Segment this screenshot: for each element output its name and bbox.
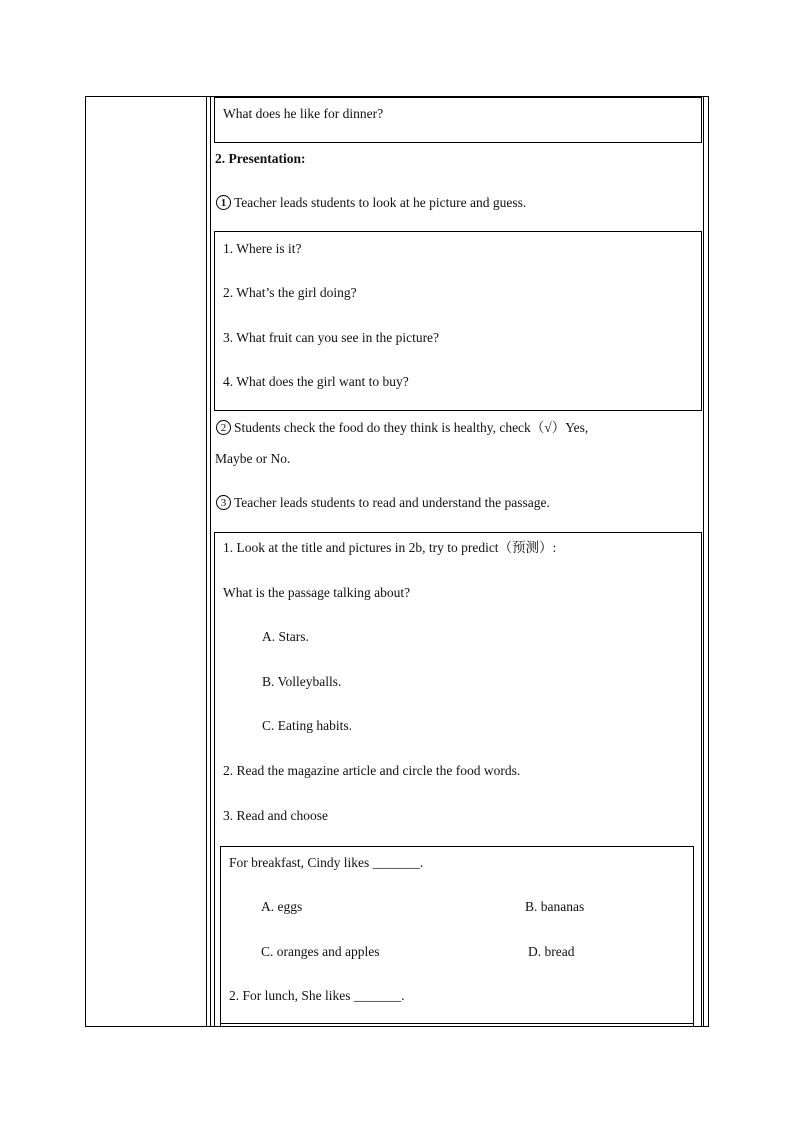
choose-option-b: B. bananas — [525, 899, 585, 914]
reading-item-2: 2. Read the magazine article and circle the food words. — [223, 763, 521, 778]
step2-text: Students check the food do they think is healthy, check（√）Yes, — [234, 420, 589, 435]
reading-box-top — [214, 532, 702, 533]
choose-question-1: For breakfast, Cindy likes _______. — [229, 855, 424, 870]
step3-text: Teacher leads students to read and understand the passage. — [234, 495, 550, 510]
step2-text-continued: Maybe or No. — [215, 451, 291, 466]
guess-question: 1. Where is it? — [223, 241, 302, 256]
choose-option-d: D. bread — [528, 944, 575, 959]
table-left-border — [85, 96, 86, 1027]
choose-option-a: A. eggs — [261, 899, 303, 914]
table-column-divider-a — [206, 96, 207, 1027]
choose-box-top — [220, 846, 694, 847]
table-right-border-inner — [703, 96, 704, 1027]
table-bottom-border — [85, 1026, 709, 1027]
step1-text: Teacher leads students to look at he picture and guess. — [234, 195, 527, 210]
choose-question-2: 2. For lunch, She likes _______. — [229, 988, 405, 1003]
option-a: A. Stars. — [262, 629, 309, 644]
table-column-divider-b — [210, 96, 211, 1027]
guess-question: 2. What’s the girl doing? — [223, 285, 357, 300]
intro-question: What does he like for dinner? — [223, 106, 384, 121]
step3-number-marker: 3 — [216, 495, 231, 510]
choose-box-right — [693, 846, 694, 1026]
guess-question: 3. What fruit can you see in the picture? — [223, 330, 440, 345]
step2-number-marker: 2 — [216, 420, 231, 435]
choose-option-c: C. oranges and apples — [261, 944, 380, 959]
guess-question: 4. What does the girl want to buy? — [223, 374, 409, 389]
option-c: C. Eating habits. — [262, 718, 352, 733]
choose-box-left — [220, 846, 221, 1026]
step3-line — [216, 495, 550, 511]
option-b: B. Volleyballs. — [262, 674, 342, 689]
reading-box-left — [214, 532, 215, 1027]
step1-number-marker: 1 — [216, 195, 231, 210]
table-right-border — [708, 96, 709, 1027]
reading-box-right — [701, 532, 702, 1027]
reading-question: What is the passage talking about? — [223, 585, 411, 600]
presentation-heading: 2. Presentation: — [215, 151, 306, 166]
step2-line — [216, 420, 588, 436]
step1-line — [216, 195, 526, 211]
choose-box-bottom — [220, 1023, 694, 1024]
reading-item-1: 1. Look at the title and pictures in 2b, try to predict（预测）: — [223, 540, 557, 555]
reading-item-3: 3. Read and choose — [223, 808, 328, 823]
